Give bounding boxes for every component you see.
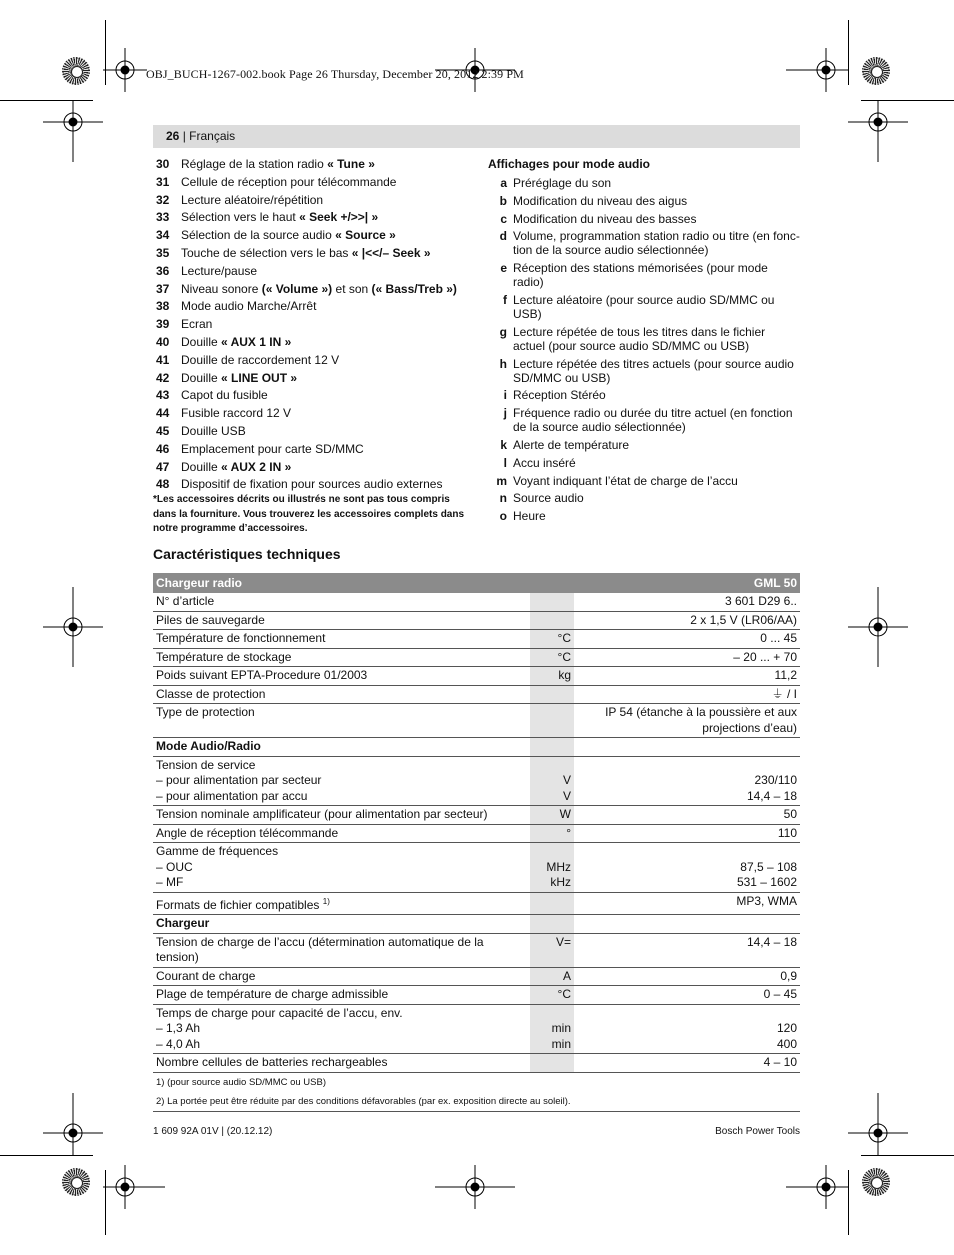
spec-label bbox=[153, 915, 530, 934]
spec-label bbox=[153, 967, 530, 986]
spec-header-value: GML 50 bbox=[574, 573, 800, 593]
item-text-part: Douille bbox=[181, 370, 222, 385]
spec-footnote: 2) La portée peut être réduite par des conditions défavorables (par ex. exposition directe au soleil). bbox=[153, 1092, 800, 1112]
spec-value: 0 ... 45 bbox=[574, 630, 800, 649]
item-number: 35 bbox=[156, 245, 170, 260]
spec-label-text: Courant de charge bbox=[156, 968, 256, 983]
list-item bbox=[156, 246, 476, 260]
spec-value: 0 – 45 bbox=[574, 986, 800, 1005]
item-letter: e bbox=[500, 261, 507, 276]
item-text bbox=[181, 353, 339, 367]
item-text: Modification du niveau des aigus bbox=[513, 193, 688, 208]
item-text bbox=[181, 371, 297, 385]
spec-label-text: Plage de température de charge admissible bbox=[156, 987, 389, 1001]
audio-display-list bbox=[488, 157, 800, 527]
spec-value: 50 bbox=[574, 806, 800, 825]
item-number: 39 bbox=[156, 317, 170, 332]
item-text-part: Douille de raccordement 12 V bbox=[181, 352, 340, 367]
spec-unit: MHz kHz bbox=[530, 843, 574, 893]
item-text-part: Douille bbox=[181, 334, 222, 349]
spec-unit: A bbox=[530, 967, 574, 986]
spec-label bbox=[153, 738, 530, 757]
list-item bbox=[156, 282, 476, 296]
item-number: 36 bbox=[156, 263, 170, 278]
item-text: Accu inséré bbox=[513, 455, 576, 470]
item-text-part: Douille bbox=[181, 459, 222, 474]
spec-row bbox=[153, 648, 800, 667]
spec-label bbox=[153, 1054, 530, 1073]
spec-row bbox=[153, 704, 800, 738]
spec-unit: W bbox=[530, 806, 574, 825]
item-number: 43 bbox=[156, 388, 170, 403]
item-text: Préréglage du son bbox=[513, 176, 612, 190]
item-number: 37 bbox=[156, 281, 170, 296]
spec-label bbox=[153, 843, 530, 893]
list-item bbox=[156, 460, 476, 474]
spec-value bbox=[574, 738, 800, 757]
spec-value: IP 54 (étanche à la poussière et aux projections d’eau) bbox=[574, 704, 800, 738]
item-letter: i bbox=[503, 388, 507, 403]
spec-label bbox=[153, 892, 530, 915]
item-text: Volume, programmation station radio ou titre (en fonc-tion de la source audio sélectionnée) bbox=[513, 229, 800, 258]
item-text-part: Dispositif de fixation pour sources audio externes bbox=[181, 477, 443, 492]
item-text-part: Sélection vers le haut bbox=[181, 210, 300, 225]
item-text bbox=[181, 299, 316, 313]
item-number: 44 bbox=[156, 406, 170, 421]
spec-label bbox=[153, 648, 530, 667]
spec-value: 0,9 bbox=[574, 967, 800, 986]
item-text: Lecture répétée de tous les titres dans le fichier actuel (pour source audio SD/MMC ou USB) bbox=[513, 324, 766, 353]
item-number: 30 bbox=[156, 157, 170, 171]
spec-row bbox=[153, 806, 800, 825]
spec-label bbox=[153, 756, 530, 806]
spec-unit bbox=[530, 738, 574, 757]
list-item bbox=[156, 210, 476, 224]
list-item bbox=[488, 357, 800, 385]
spec-row bbox=[153, 685, 800, 704]
item-letter: l bbox=[503, 455, 507, 470]
spec-unit bbox=[530, 1054, 574, 1073]
item-text bbox=[181, 228, 396, 242]
item-text bbox=[181, 246, 431, 260]
section-title: Caractéristiques techniques bbox=[153, 546, 341, 562]
spec-row bbox=[153, 593, 800, 611]
item-text-part: Touche de sélection vers le bas bbox=[181, 245, 352, 260]
item-text-part: Réglage de la station radio bbox=[181, 157, 328, 171]
spec-row bbox=[153, 630, 800, 649]
item-text bbox=[181, 193, 323, 207]
list-item bbox=[488, 388, 800, 402]
spec-label bbox=[153, 806, 530, 825]
item-text-part: et son bbox=[332, 281, 372, 296]
item-text bbox=[181, 264, 257, 278]
spec-value: 110 bbox=[574, 824, 800, 843]
header-language: Français bbox=[189, 129, 236, 143]
spec-unit bbox=[530, 685, 574, 704]
spec-label-text: Température de fonctionnement bbox=[156, 631, 326, 645]
list-item bbox=[488, 229, 800, 257]
spec-label bbox=[153, 685, 530, 704]
item-text bbox=[181, 210, 378, 224]
audio-display-title: Affichages pour mode audio bbox=[488, 157, 651, 171]
item-letter: b bbox=[499, 193, 507, 208]
item-number: 40 bbox=[156, 334, 170, 349]
item-text bbox=[181, 175, 396, 189]
page-header bbox=[153, 125, 800, 148]
item-text: Fréquence radio ou durée du titre actuel (en fonction de la source audio sélectionnée) bbox=[513, 406, 793, 435]
list-item bbox=[488, 509, 800, 523]
item-number: 42 bbox=[156, 370, 170, 385]
item-number: 45 bbox=[156, 423, 170, 438]
item-number: 32 bbox=[156, 192, 170, 207]
spec-header-label: Chargeur radio bbox=[153, 573, 574, 593]
item-text bbox=[181, 477, 442, 491]
spec-label bbox=[153, 933, 530, 967]
item-letter: a bbox=[500, 176, 507, 190]
spec-label bbox=[153, 824, 530, 843]
spec-row bbox=[153, 824, 800, 843]
item-text-part: Lecture aléatoire/répétition bbox=[181, 192, 324, 207]
spec-label-text: Temps de charge pour capacité de l’accu, env. – 1,3 Ah – 4,0 Ah bbox=[156, 1005, 403, 1051]
item-letter: d bbox=[499, 229, 507, 244]
spec-label-text: Tension de charge de l’accu (détermination automatique de la tension) bbox=[156, 934, 484, 964]
spec-label bbox=[153, 611, 530, 630]
item-text: Alerte de température bbox=[513, 437, 630, 452]
item-number: 41 bbox=[156, 352, 170, 367]
item-text-part: « AUX 1 IN » bbox=[221, 334, 292, 349]
item-number: 33 bbox=[156, 210, 170, 225]
spec-value: ⏚ / I bbox=[574, 685, 800, 704]
spec-label bbox=[153, 667, 530, 686]
spec-unit bbox=[530, 611, 574, 630]
list-item bbox=[488, 474, 800, 488]
item-text bbox=[181, 460, 291, 474]
header-separator: | bbox=[179, 129, 190, 143]
item-text bbox=[181, 424, 246, 438]
spec-unit: ° bbox=[530, 824, 574, 843]
spec-value: MP3, WMA bbox=[574, 892, 800, 915]
spec-value: 14,4 – 18 bbox=[574, 933, 800, 967]
list-item bbox=[488, 456, 800, 470]
item-text: Source audio bbox=[513, 491, 584, 506]
spec-value bbox=[574, 915, 800, 934]
spec-table-header bbox=[153, 573, 800, 593]
book-header: OBJ_BUCH-1267-002.book Page 26 Thursday, December 20, 2012 2:39 PM bbox=[146, 67, 524, 81]
item-text: Modification du niveau des basses bbox=[513, 211, 697, 226]
spec-label bbox=[153, 593, 530, 611]
spec-label-text: Classe de protection bbox=[156, 686, 266, 701]
item-number: 31 bbox=[156, 174, 170, 189]
list-item bbox=[156, 193, 476, 207]
item-text: Lecture répétée des titres actuels (pour source audio SD/MMC ou USB) bbox=[513, 356, 794, 385]
list-item bbox=[488, 293, 800, 321]
list-item bbox=[488, 212, 800, 226]
list-item bbox=[156, 442, 476, 456]
item-number: 38 bbox=[156, 299, 170, 314]
list-item bbox=[156, 406, 476, 420]
spec-row bbox=[153, 667, 800, 686]
item-text bbox=[181, 317, 212, 331]
item-text bbox=[181, 388, 268, 402]
spec-unit bbox=[530, 593, 574, 611]
spec-value: 87,5 – 108 531 – 1602 bbox=[574, 843, 800, 893]
list-item bbox=[156, 477, 476, 491]
item-letter: h bbox=[499, 356, 507, 371]
item-text-part: « Source » bbox=[335, 228, 396, 243]
spec-label-text: Chargeur bbox=[156, 916, 210, 930]
item-letter: g bbox=[499, 324, 507, 339]
item-text: Réception Stéréo bbox=[513, 388, 606, 403]
item-text-part: Mode audio Marche/Arrêt bbox=[181, 299, 317, 314]
list-item bbox=[488, 176, 800, 190]
spec-row bbox=[153, 756, 800, 806]
spec-value: 4 – 10 bbox=[574, 1054, 800, 1073]
item-text bbox=[181, 157, 375, 171]
item-number: 34 bbox=[156, 228, 170, 243]
item-text: Voyant indiquant l’état de charge de l’accu bbox=[513, 473, 738, 488]
spec-footnote-row bbox=[153, 1072, 800, 1092]
list-item bbox=[156, 424, 476, 438]
spec-label-text: Mode Audio/Radio bbox=[156, 739, 261, 753]
spec-footnote: 1) (pour source audio SD/MMC ou USB) bbox=[156, 1076, 327, 1088]
list-item bbox=[488, 261, 800, 289]
item-number: 46 bbox=[156, 441, 170, 456]
component-list bbox=[156, 157, 476, 495]
spec-footnote-row bbox=[153, 1092, 800, 1112]
spec-unit: kg bbox=[530, 667, 574, 686]
item-text-part: « |<</– Seek » bbox=[351, 245, 431, 260]
item-letter: c bbox=[500, 211, 507, 226]
item-text-part: Niveau sonore bbox=[181, 281, 262, 296]
spec-label-text: Tension de service – pour alimentation par secteur – pour alimentation par accu bbox=[156, 757, 322, 803]
list-item bbox=[156, 317, 476, 331]
item-letter: k bbox=[500, 437, 507, 452]
list-item bbox=[488, 194, 800, 208]
spec-label-text: Gamme de fréquences – OUC – MF bbox=[156, 844, 279, 889]
item-text: Réception des stations mémorisées (pour mode radio) bbox=[513, 261, 768, 290]
spec-row bbox=[153, 1054, 800, 1073]
spec-unit bbox=[530, 892, 574, 915]
item-text bbox=[181, 335, 291, 349]
item-letter: m bbox=[496, 473, 507, 488]
spec-label-text: Type de protection bbox=[156, 705, 255, 719]
item-text-part: « LINE OUT » bbox=[221, 370, 298, 385]
list-item bbox=[156, 228, 476, 242]
spec-label-text: Nombre cellules de batteries rechargeables bbox=[156, 1055, 388, 1069]
item-number: 47 bbox=[156, 459, 170, 474]
item-text-part: Sélection de la source audio bbox=[181, 228, 336, 243]
spec-label-text: Piles de sauvegarde bbox=[156, 612, 265, 627]
spec-row bbox=[153, 843, 800, 893]
item-text-part: (« Volume ») bbox=[261, 281, 333, 296]
list-item bbox=[156, 335, 476, 349]
item-letter: n bbox=[499, 491, 507, 506]
item-text-part: (« Bass/Treb ») bbox=[371, 281, 457, 296]
spec-row bbox=[153, 611, 800, 630]
item-text: Heure bbox=[513, 509, 546, 524]
spec-unit bbox=[530, 704, 574, 738]
spec-label bbox=[153, 704, 530, 738]
item-text-part: Douille USB bbox=[181, 423, 246, 438]
footer-brand: Bosch Power Tools bbox=[715, 1126, 800, 1137]
spec-row bbox=[153, 933, 800, 967]
list-item bbox=[156, 264, 476, 278]
item-text-part: Cellule de réception pour télécommande bbox=[181, 174, 397, 189]
spec-unit: °C bbox=[530, 986, 574, 1005]
list-item bbox=[488, 325, 800, 353]
spec-unit: V V bbox=[530, 756, 574, 806]
spec-value: 2 x 1,5 V (LR06/AA) bbox=[574, 611, 800, 630]
list-item bbox=[156, 371, 476, 385]
item-text: Lecture aléatoire (pour source audio SD/MMC ou USB) bbox=[513, 292, 775, 321]
item-number: 48 bbox=[156, 477, 170, 492]
item-text bbox=[181, 282, 457, 296]
list-item bbox=[156, 388, 476, 402]
page-number: 26 bbox=[166, 129, 180, 143]
spec-row bbox=[153, 986, 800, 1005]
item-text-part: « Seek +/>>| » bbox=[299, 210, 379, 225]
spec-table bbox=[153, 573, 800, 1112]
list-item bbox=[488, 491, 800, 505]
item-letter: j bbox=[503, 406, 507, 421]
list-item bbox=[156, 353, 476, 367]
spec-unit: °C bbox=[530, 630, 574, 649]
spec-value: – 20 ... + 70 bbox=[574, 648, 800, 667]
spec-subheader-row bbox=[153, 738, 800, 757]
spec-label-text: Poids suivant EPTA-Procedure 01/2003 bbox=[156, 668, 368, 682]
spec-label-text: Température de stockage bbox=[156, 649, 292, 664]
spec-label bbox=[153, 986, 530, 1005]
spec-label bbox=[153, 630, 530, 649]
list-item bbox=[488, 438, 800, 452]
spec-row bbox=[153, 967, 800, 986]
list-item bbox=[488, 406, 800, 434]
spec-row bbox=[153, 892, 800, 915]
list-item bbox=[156, 157, 476, 171]
spec-label-text: N° d’article bbox=[156, 594, 215, 608]
footnote-ref: 1) bbox=[322, 896, 330, 906]
spec-label bbox=[153, 1004, 530, 1054]
item-text-part: Lecture/pause bbox=[181, 263, 258, 278]
item-text bbox=[181, 442, 364, 456]
spec-value: 3 601 D29 6.. bbox=[574, 593, 800, 611]
spec-label-text: Tension nominale amplificateur (pour alimentation par secteur) bbox=[156, 807, 488, 821]
spec-value: 11,2 bbox=[574, 667, 800, 686]
item-text bbox=[181, 406, 291, 420]
spec-label-text: Formats de fichier compatibles bbox=[156, 897, 320, 912]
item-text-part: « AUX 2 IN » bbox=[221, 459, 292, 474]
spec-unit: °C bbox=[530, 648, 574, 667]
item-text-part: Capot du fusible bbox=[181, 388, 268, 403]
spec-unit bbox=[530, 915, 574, 934]
footer-doc-number: 1 609 92A 01V | (20.12.12) bbox=[153, 1126, 273, 1137]
item-letter: f bbox=[503, 292, 507, 307]
accessory-note: *Les accessoires décrits ou illustrés ne sont pas tous compris dans la fourniture. Vous trouverez les accessoires complets dans notre programme d’accessoires. bbox=[153, 494, 465, 534]
list-item bbox=[156, 299, 476, 313]
spec-unit: min min bbox=[530, 1004, 574, 1054]
spec-row bbox=[153, 1004, 800, 1054]
item-text-part: Emplacement pour carte SD/MMC bbox=[181, 441, 364, 456]
spec-value: 230/110 14,4 – 18 bbox=[574, 756, 800, 806]
spec-label-text: Angle de réception télécommande bbox=[156, 825, 339, 840]
item-text-part: Ecran bbox=[181, 317, 213, 332]
list-item bbox=[156, 175, 476, 189]
spec-unit: V= bbox=[530, 933, 574, 967]
item-text-part: « Tune » bbox=[327, 157, 375, 171]
spec-subheader-row bbox=[153, 915, 800, 934]
item-letter: o bbox=[499, 509, 507, 524]
spec-value: 120 400 bbox=[574, 1004, 800, 1054]
item-text-part: Fusible raccord 12 V bbox=[181, 406, 292, 421]
